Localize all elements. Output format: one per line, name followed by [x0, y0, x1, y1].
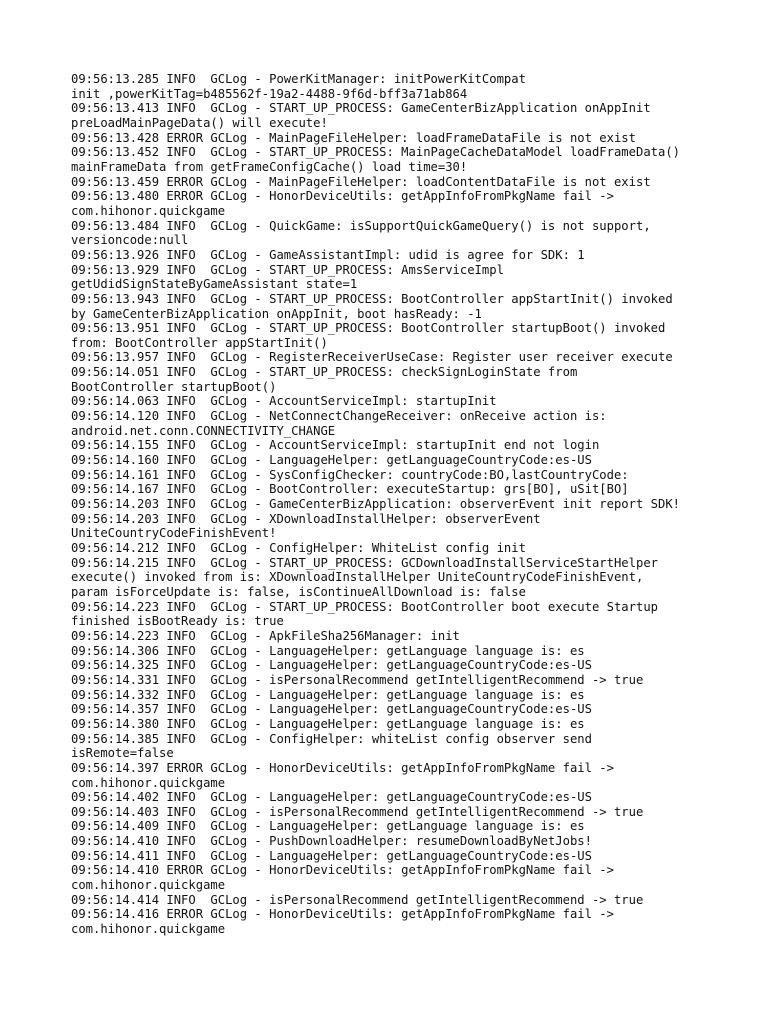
log-line: 09:56:14.155 INFO GCLog - AccountServiceImpl: startupInit end not login	[71, 438, 600, 453]
log-line: 09:56:14.416 ERROR GCLog - HonorDeviceUtils: getAppInfoFromPkgName fail ->	[71, 907, 614, 922]
log-line: 09:56:13.285 INFO GCLog - PowerKitManager: initPowerKitCompat	[71, 72, 526, 86]
log-line: mainFrameData from getFrameConfigCache() load time=30!	[71, 159, 468, 174]
log-line: 09:56:14.410 INFO GCLog - PushDownloadHelper: resumeDownloadByNetJobs!	[71, 834, 592, 849]
log-line: by GameCenterBizApplication onAppInit, boot hasReady: -1	[71, 306, 482, 321]
log-line: 09:56:14.380 INFO GCLog - LanguageHelper: getLanguage language is: es	[71, 716, 585, 731]
log-line: 09:56:14.411 INFO GCLog - LanguageHelper: getLanguageCountryCode:es-US	[71, 848, 592, 863]
log-line: UniteCountryCodeFinishEvent!	[71, 526, 277, 541]
log-line: com.hihonor.quickgame	[71, 203, 226, 218]
log-line: 09:56:14.385 INFO GCLog - ConfigHelper: whiteList config observer send	[71, 731, 592, 746]
log-line: 09:56:14.403 INFO GCLog - isPersonalRecommend getIntelligentRecommend -> true	[71, 804, 644, 819]
log-line: 09:56:14.325 INFO GCLog - LanguageHelper: getLanguageCountryCode:es-US	[71, 658, 592, 673]
log-line: 09:56:13.428 ERROR GCLog - MainPageFileHelper: loadFrameDataFile is not exist	[71, 130, 636, 145]
log-line: getUdidSignStateByGameAssistant state=1	[71, 277, 358, 292]
log-line: 09:56:13.957 INFO GCLog - RegisterReceiverUseCase: Register user receiver execute	[71, 350, 673, 365]
log-line: versioncode:null	[71, 233, 189, 248]
log-line: 09:56:14.357 INFO GCLog - LanguageHelper: getLanguageCountryCode:es-US	[71, 702, 592, 717]
log-line: 09:56:13.943 INFO GCLog - START_UP_PROCESS: BootController appStartInit() invoked	[71, 291, 673, 306]
log-line: 09:56:14.409 INFO GCLog - LanguageHelper: getLanguage language is: es	[71, 819, 585, 834]
log-line: android.net.conn.CONNECTIVITY_CHANGE	[71, 423, 336, 438]
log-line: 09:56:14.167 INFO GCLog - BootController: executeStartup: grs[BO], uSit[BO]	[71, 482, 629, 497]
log-line: 09:56:14.160 INFO GCLog - LanguageHelper: getLanguageCountryCode:es-US	[71, 453, 592, 468]
log-line: 09:56:13.929 INFO GCLog - START_UP_PROCESS: AmsServiceImpl	[71, 262, 504, 277]
log-line: 09:56:14.223 INFO GCLog - START_UP_PROCESS: BootController boot execute Startup	[71, 599, 658, 614]
log-line: 09:56:14.203 INFO GCLog - GameCenterBizApplication: observerEvent init report SDK!	[71, 497, 681, 512]
log-document	[71, 72, 711, 937]
log-line: 09:56:14.203 INFO GCLog - XDownloadInstallHelper: observerEvent	[71, 511, 541, 526]
log-line: 09:56:13.926 INFO GCLog - GameAssistantImpl: udid is agree for SDK: 1	[71, 247, 585, 262]
log-line: com.hihonor.quickgame	[71, 922, 226, 937]
log-text-block	[71, 72, 711, 937]
log-line: 09:56:14.397 ERROR GCLog - HonorDeviceUtils: getAppInfoFromPkgName fail ->	[71, 760, 614, 775]
log-line: execute() invoked from is: XDownloadInstallHelper UniteCountryCodeFinishEvent,	[71, 570, 644, 585]
log-line: 09:56:14.306 INFO GCLog - LanguageHelper: getLanguage language is: es	[71, 643, 585, 658]
log-line: 09:56:13.413 INFO GCLog - START_UP_PROCESS: GameCenterBizApplication onAppInit	[71, 101, 651, 116]
log-line: init ,powerKitTag=b485562f-19a2-4488-9f6d-bff3a71ab864	[71, 86, 468, 101]
log-line: 09:56:14.051 INFO GCLog - START_UP_PROCESS: checkSignLoginState from	[71, 365, 578, 380]
log-line: 09:56:13.951 INFO GCLog - START_UP_PROCESS: BootController startupBoot() invoked	[71, 321, 666, 336]
log-line: 09:56:14.331 INFO GCLog - isPersonalRecommend getIntelligentRecommend -> true	[71, 672, 644, 687]
log-line: 09:56:13.480 ERROR GCLog - HonorDeviceUtils: getAppInfoFromPkgName fail ->	[71, 189, 614, 204]
log-line: 09:56:14.332 INFO GCLog - LanguageHelper: getLanguage language is: es	[71, 687, 585, 702]
log-line: com.hihonor.quickgame	[71, 878, 226, 893]
log-line: 09:56:14.215 INFO GCLog - START_UP_PROCESS: GCDownloadInstallServiceStartHelper	[71, 555, 658, 570]
log-line: 09:56:13.459 ERROR GCLog - MainPageFileHelper: loadContentDataFile is not exist	[71, 174, 651, 189]
log-line: 09:56:14.063 INFO GCLog - AccountServiceImpl: startupInit	[71, 394, 497, 409]
log-line: 09:56:14.414 INFO GCLog - isPersonalRecommend getIntelligentRecommend -> true	[71, 892, 644, 907]
log-line: com.hihonor.quickgame	[71, 775, 226, 790]
log-line: 09:56:14.161 INFO GCLog - SysConfigChecker: countryCode:BO,lastCountryCode:	[71, 467, 629, 482]
log-line: 09:56:14.410 ERROR GCLog - HonorDeviceUtils: getAppInfoFromPkgName fail ->	[71, 863, 614, 878]
log-line: finished isBootReady is: true	[71, 614, 284, 629]
log-line: preLoadMainPageData() will execute!	[71, 115, 328, 130]
log-line: param isForceUpdate is: false, isContinueAllDownload is: false	[71, 584, 526, 599]
log-line: 09:56:14.120 INFO GCLog - NetConnectChangeReceiver: onReceive action is:	[71, 409, 607, 424]
log-line: BootController startupBoot()	[71, 379, 277, 394]
log-line: 09:56:14.223 INFO GCLog - ApkFileSha256Manager: init	[71, 628, 460, 643]
log-line: from: BootController appStartInit()	[71, 335, 328, 350]
log-line: 09:56:13.484 INFO GCLog - QuickGame: isSupportQuickGameQuery() is not support,	[71, 218, 651, 233]
log-line: 09:56:13.452 INFO GCLog - START_UP_PROCESS: MainPageCacheDataModel loadFrameData()	[71, 145, 681, 160]
log-line: isRemote=false	[71, 746, 174, 761]
log-line: 09:56:14.212 INFO GCLog - ConfigHelper: WhiteList config init	[71, 541, 526, 555]
log-line: 09:56:14.402 INFO GCLog - LanguageHelper: getLanguageCountryCode:es-US	[71, 790, 592, 805]
